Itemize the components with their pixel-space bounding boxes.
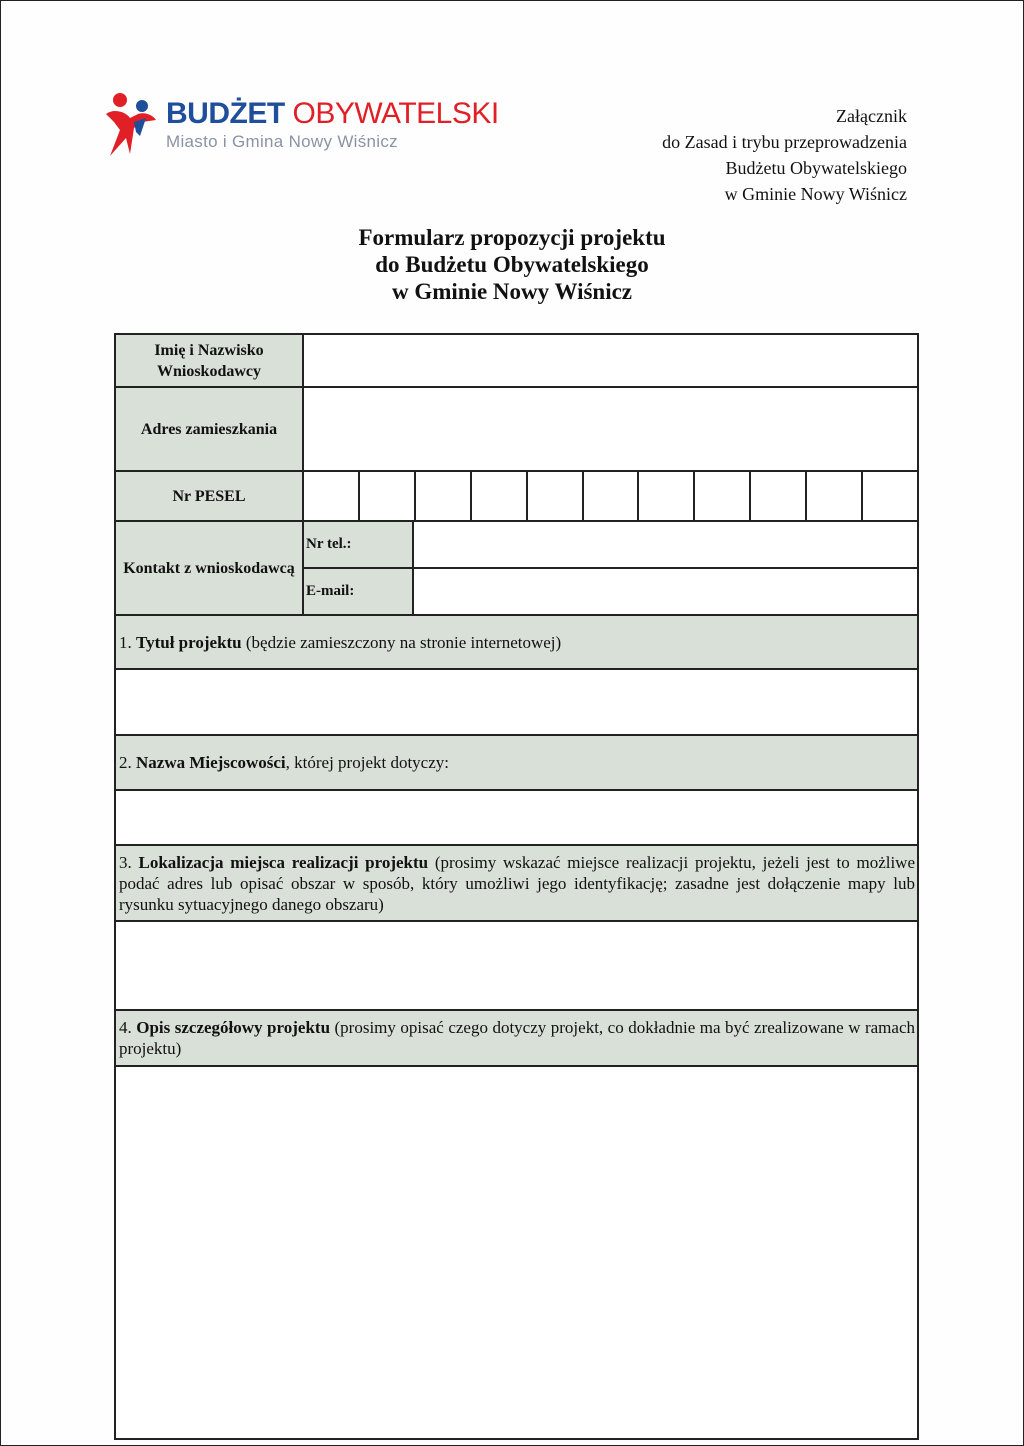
logo-subtitle: Miasto i Gmina Nowy Wiśnicz bbox=[166, 132, 398, 151]
section-title: Nazwa Miejscowości bbox=[136, 753, 286, 772]
section-4-header-row bbox=[114, 1011, 919, 1067]
form-title-line: w Gminie Nowy Wiśnicz bbox=[391, 279, 633, 304]
section-number: 4. bbox=[119, 1018, 132, 1037]
section-title: Tytuł projektu bbox=[136, 632, 242, 652]
section-2-answer-row bbox=[114, 791, 919, 846]
applicant-name-field[interactable] bbox=[304, 335, 917, 386]
form-title-line: do Budżetu Obywatelskiego bbox=[375, 252, 649, 277]
section-3-answer-row bbox=[114, 922, 919, 1011]
address-row bbox=[114, 388, 919, 472]
section-4-answer-row bbox=[114, 1067, 919, 1440]
logo-title-part-obywatelski: OBYWATELSKI bbox=[292, 97, 499, 130]
pesel-digit-box[interactable] bbox=[360, 472, 416, 520]
email-field[interactable] bbox=[414, 569, 917, 614]
section-2-header-row bbox=[114, 736, 919, 791]
address-label: Adres zamieszkania bbox=[116, 388, 304, 470]
section-description: , której projekt dotyczy: bbox=[285, 753, 449, 772]
annex-line: Budżetu Obywatelskiego bbox=[725, 158, 907, 178]
form-title-line: Formularz propozycji projektu bbox=[358, 225, 666, 250]
pesel-digit-box[interactable] bbox=[472, 472, 528, 520]
section-4-header bbox=[116, 1011, 917, 1065]
annex-line: Załącznik bbox=[836, 106, 907, 126]
section-title: Lokalizacja miejsca realizacji projektu bbox=[138, 853, 429, 872]
pesel-digit-box[interactable] bbox=[416, 472, 472, 520]
form-title bbox=[262, 224, 762, 305]
pesel-digit-box[interactable] bbox=[695, 472, 751, 520]
pesel-digit-box[interactable] bbox=[639, 472, 695, 520]
section-1-answer-row bbox=[114, 670, 919, 736]
section-3-header-row bbox=[114, 846, 919, 922]
phone-line bbox=[304, 522, 917, 567]
project-location-field[interactable] bbox=[116, 922, 917, 1009]
section-2-header bbox=[116, 736, 917, 789]
annex-line: w Gminie Nowy Wiśnicz bbox=[724, 184, 907, 204]
project-description-field[interactable] bbox=[116, 1067, 917, 1438]
contact-fields bbox=[304, 522, 917, 614]
contact-label: Kontakt z wnioskodawcą bbox=[116, 522, 304, 614]
section-description: (prosimy opisać czego dotyczy projekt, co dokładnie ma być zrealizowane w ramach projektu) bbox=[119, 1018, 915, 1058]
section-number: 1. bbox=[119, 632, 132, 652]
logo-figure-icon bbox=[100, 88, 164, 158]
pesel-digit-box[interactable] bbox=[807, 472, 863, 520]
contact-row bbox=[114, 522, 919, 616]
phone-label: Nr tel.: bbox=[304, 522, 414, 567]
pesel-boxes bbox=[304, 472, 917, 520]
annex-line: do Zasad i trybu przeprowadzenia bbox=[662, 132, 907, 152]
phone-field[interactable] bbox=[414, 522, 917, 567]
annex-note bbox=[547, 103, 907, 207]
logo bbox=[100, 88, 520, 158]
pesel-digit-box[interactable] bbox=[863, 472, 917, 520]
pesel-digit-box[interactable] bbox=[304, 472, 360, 520]
pesel-label: Nr PESEL bbox=[116, 472, 304, 520]
pesel-digit-box[interactable] bbox=[584, 472, 640, 520]
section-title: Opis szczegółowy projektu bbox=[136, 1018, 331, 1037]
pesel-digit-box[interactable] bbox=[751, 472, 807, 520]
section-number: 3. bbox=[119, 853, 132, 872]
project-title-field[interactable] bbox=[116, 670, 917, 734]
applicant-name-label: Imię i Nazwisko Wnioskodawcy bbox=[116, 335, 304, 386]
section-1-header-row bbox=[114, 616, 919, 670]
email-line bbox=[304, 567, 917, 614]
pesel-digit-box[interactable] bbox=[528, 472, 584, 520]
applicant-name-row bbox=[114, 333, 919, 388]
section-1-header bbox=[116, 616, 917, 668]
section-description: (będzie zamieszczony na stronie internetowej) bbox=[241, 632, 562, 652]
proposal-form bbox=[114, 333, 919, 1440]
section-3-header bbox=[116, 846, 917, 920]
logo-title-part-budzet: BUDŻET bbox=[166, 97, 285, 130]
section-description: (prosimy wskazać miejsce realizacji projektu, jeżeli jest to możliwe podać adres lub opisać obszar w sposób, który umożliwi jego identyfikację; zasadne jest dołączenie mapy lub rysunku sytuacyjnego danego obszaru) bbox=[119, 853, 916, 914]
logo-title bbox=[166, 98, 499, 130]
section-number: 2. bbox=[119, 753, 132, 772]
locality-name-field[interactable] bbox=[116, 791, 917, 844]
pesel-row bbox=[114, 472, 919, 522]
address-field[interactable] bbox=[304, 388, 917, 470]
email-label: E-mail: bbox=[304, 569, 414, 614]
